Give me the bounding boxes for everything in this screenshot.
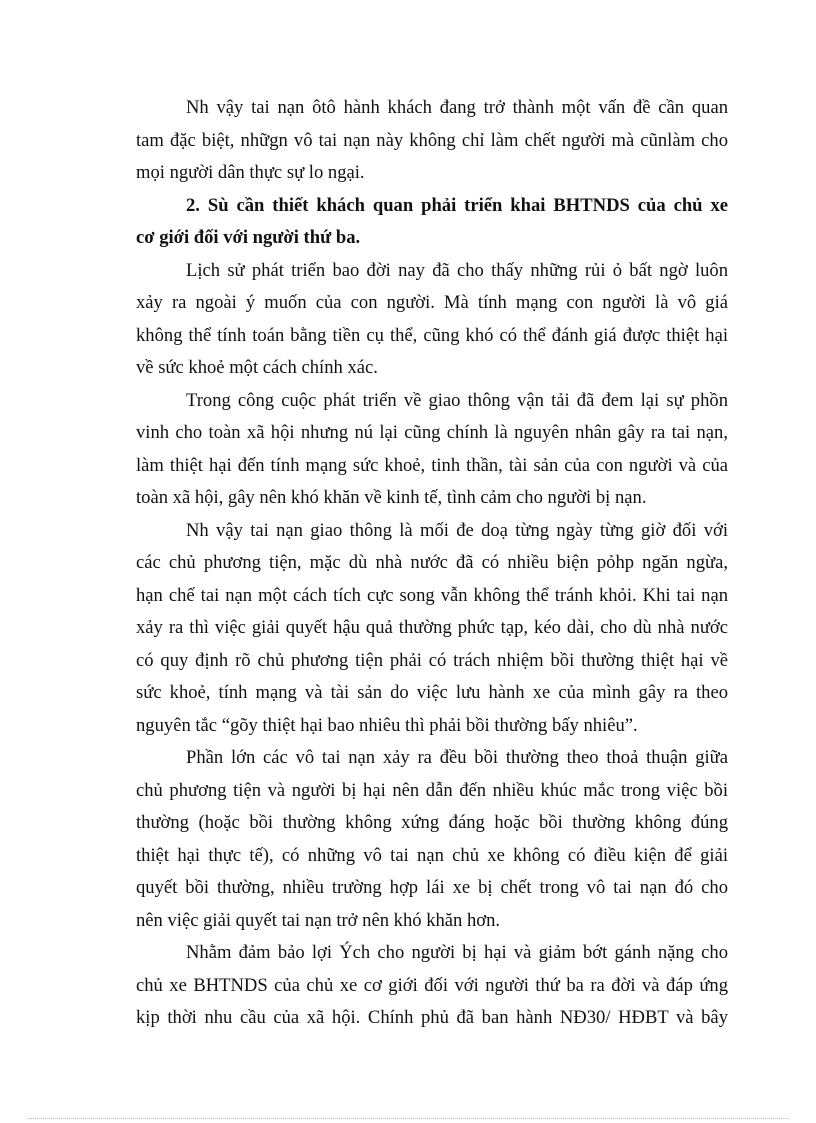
page-bottom-divider (28, 1118, 788, 1119)
text-line: về sức khoẻ một cách chính xác. (136, 357, 378, 378)
text-line: thiệt hại thực tế), có những vô tai nạn chủ xe không có điều kiện để giải (136, 844, 728, 866)
paragraph (136, 515, 728, 743)
text-line: không thể tính toán bằng tiền cụ thể, cũng khó có thể đánh giá được thiệt hại (136, 324, 728, 346)
text-line: nên việc giải quyết tai nạn trở nên khó khăn hơn. (136, 909, 501, 931)
paragraph (136, 385, 728, 515)
text-line: toàn xã hội, gây nên khó khăn về kinh tế, tình cảm cho người bị nạn. (136, 487, 647, 508)
text-line: nguyên tắc “gõy thiệt hại bao nhiêu thì phải bồi thường bấy nhiêu”. (136, 714, 638, 736)
text-line: mọi người dân thực sự lo ngại. (136, 162, 365, 183)
document-body (136, 92, 728, 1035)
text-line: hạn chế tai nạn một cách tích cực song vẫn không thể tránh khỏi. Khi tai nạn (136, 584, 728, 606)
text-line: xảy ra ngoài ý muốn của con người. Mà tính mạng con người là vô giá (136, 292, 728, 313)
text-line: tam đặc biệt, nhữgn vô tai nạn này không chỉ làm chết người mà cũnlàm cho (136, 129, 728, 151)
text-line: có quy định rõ chủ phương tiện phải có trách nhiệm bồi thường thiệt hại về (136, 649, 728, 671)
text-line: chủ phương tiện và người bị hại nên dẫn đến nhiều khúc mắc trong việc bồi (136, 779, 728, 801)
text-line: kịp thời nhu cầu của xã hội. Chính phủ đã ban hành NĐ30/ HĐBT và bây (136, 1007, 728, 1028)
text-line: làm thiệt hại đến tính mạng sức khoẻ, tinh thần, tài sản của con người và của (136, 454, 728, 476)
text-line: vinh cho toàn xã hội nhưng nú lại cũng chính là nguyên nhân gây ra tai nạn, (136, 422, 728, 443)
text-line: Nh vậy tai nạn ôtô hành khách đang trở thành một vấn đề cần quan (186, 97, 728, 118)
text-line: thường (hoặc bồi thường không xứng đáng hoặc bồi thường không đúng (136, 812, 728, 833)
heading-line: 2. Sù cần thiết khách quan phải triển khai BHTNDS của chủ xe (186, 194, 728, 216)
paragraph (136, 92, 728, 190)
text-line: Trong công cuộc phát triển về giao thông vận tải đã đem lại sự phồn (186, 389, 728, 411)
paragraph (136, 255, 728, 385)
text-line: Lịch sử phát triển bao đời nay đã cho thấy những rủi ỏ bất ngờ luôn (186, 259, 728, 281)
paragraph (136, 937, 728, 1035)
text-line: Nhằm đảm bảo lợi Ých cho người bị hại và giảm bớt gánh nặng cho (186, 942, 728, 963)
text-line: sức khoẻ, tính mạng và tài sản do việc lưu hành xe của mình gây ra theo (136, 682, 728, 703)
text-line: Nh vậy tai nạn giao thông là mối đe doạ từng ngày từng giờ đối với (186, 519, 728, 541)
text-line: xảy ra thì việc giải quyết hậu quả thường phức tạp, kéo dài, cho dù nhà nước (136, 617, 728, 638)
text-line: các chủ phương tiện, mặc dù nhà nước đã có nhiều biện pỏhp ngăn ngừa, (136, 552, 728, 573)
text-line: quyết bồi thường, nhiều trường hợp lái xe bị chết trong vô tai nạn đó cho (136, 877, 728, 898)
paragraph (136, 742, 728, 937)
text-line: chủ xe BHTNDS của chủ xe cơ giới đối với người thứ ba ra đời và đáp ứng (136, 974, 728, 996)
heading-line: cơ giới đối với người thứ ba. (136, 227, 361, 248)
section-heading (136, 190, 728, 255)
text-line: Phần lớn các vô tai nạn xảy ra đều bồi thường theo thoả thuận giữa (186, 747, 728, 768)
